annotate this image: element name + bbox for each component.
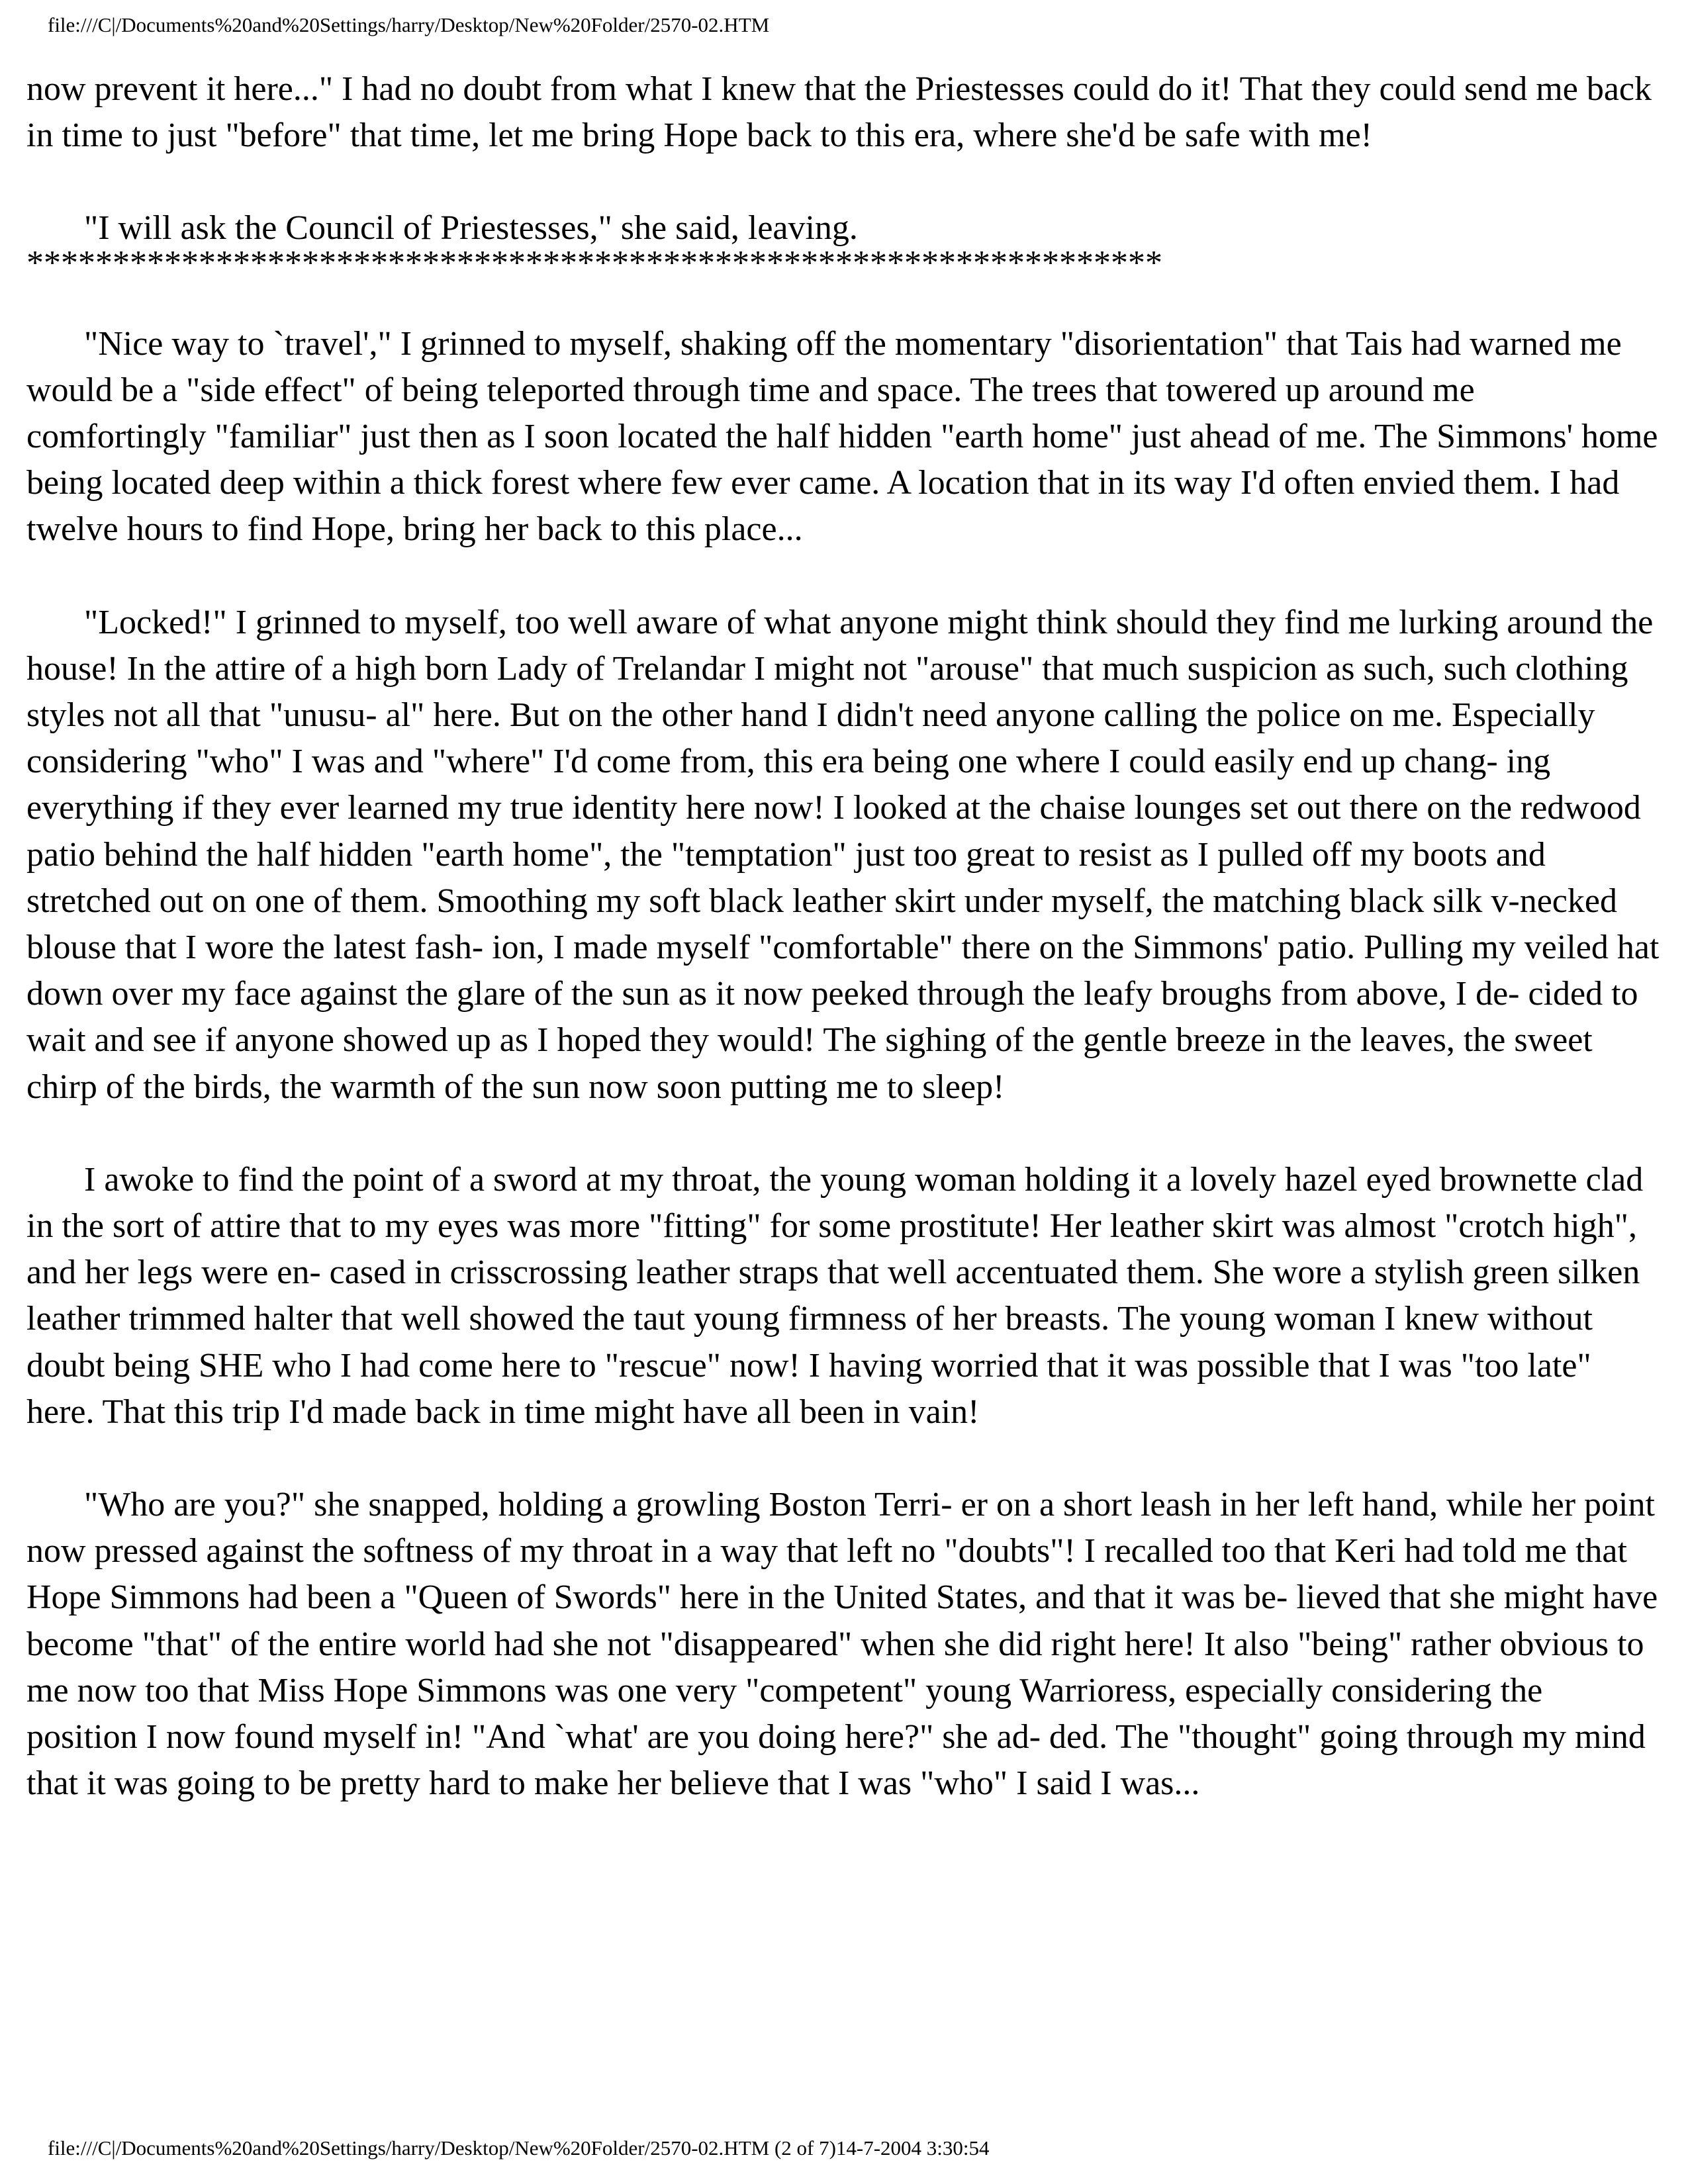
paragraph-gap bbox=[26, 1111, 1662, 1157]
paragraph-gap bbox=[26, 1435, 1662, 1482]
paragraph-2: "I will ask the Council of Priestesses," she said, leaving. bbox=[84, 209, 858, 248]
paragraph-gap bbox=[26, 553, 1662, 600]
paragraph-4: "Locked!" I grinned to myself, too well aware of what anyone might think should they find me lurking around the house! In the attire of a high born Lady of Trelandar I might not "arouse" that much suspicion as such, such clothing styles not all that "unusu- al" here. But on the other hand I didn't need anyone calling the police on me. Especially considering "who" I was and "where" I'd come from, this era being one where I could easily end up chang- ing everything if they ever learned my true identity here now! I looked at the chaise lounges set out there on the redwood patio behind the half hidden "earth home", the "temptation" just too great to resist as I pulled off my boots and stretched out on one of them. Smoothing my soft black leather skirt under myself, the matching black silk v-necked blouse that I wore the latest fash- ion, I made myself "comfortable" there on the Simmons' patio. Pulling my veiled hat down over my face against the glare of the sun as it now peeked through the leafy broughs from above, I de- cided to wait and see if anyone showed up as I hoped they would! The sighing of the gentle breeze in the leaves, the sweet chirp of the birds, the warmth of the sun now soon putting me to sleep! bbox=[26, 603, 1660, 1106]
paragraph-6: "Who are you?" she snapped, holding a growling Boston Terri- er on a short leash in her left hand, while her point now pressed against the softness of my throat in a way that left no "doubts"! I recalled too that Keri had told me that Hope Simmons had been a "Queen of Swords" here in the United States, and that it was be- lieved that she might have become "that" of the entire world had she not "disappeared" when she did right here! It also "being" rather obvious to me now too that Miss Hope Simmons was one very "competent" young Warrioress, especially considering the position I now found myself in! "And `what' are you doing here?" she ad- ded. The "thought" going through my mind that it was going to be pretty hard to make her believe that I was "who" I said I was... bbox=[26, 1486, 1658, 1803]
paragraph-5: I awoke to find the point of a sword at my throat, the young woman holding it a lovely hazel eyed brownette clad in the sort of attire that to my eyes was more "fitting" for some prostitute! Her leather skirt was almost "crotch high", and her legs were en- cased in crisscrossing leather straps that well accentuated them. She wore a stylish green silken leather trimmed halter that well showed the taut young firmness of her breasts. The young woman I knew without doubt being SHE who I had come here to "rescue" now! I having worried that it was possible that I was "too late" here. That this trip I'd made back in time might have all been in vain! bbox=[26, 1160, 1644, 1431]
paragraph-1: now prevent it here..." I had no doubt from what I knew that the Priestesses could do it! That they could send me back in time to just "before" that time, let me bring Hope back to this era, where she'd be safe with me! bbox=[26, 70, 1652, 155]
section-separator: ****************************************************************** bbox=[26, 244, 1162, 282]
paragraph-3: "Nice way to `travel'," I grinned to myself, shaking off the momentary "disorientation" that Tais had warned me would be a "side effect" of being teleported through time and space. The trees that towered up around me comfortingly "familiar" just then as I soon located the half hidden "earth home" just ahead of me. The Simmons' home being located deep within a thick forest where few ever came. A location that in its way I'd often envied them. I had twelve hours to find Hope, bring her back to this place... bbox=[26, 324, 1658, 549]
document-body bbox=[26, 66, 1662, 1807]
paragraph-gap bbox=[26, 159, 1662, 205]
page-footer-url: file:///C|/Documents%20and%20Settings/harry/Desktop/New%20Folder/2570-02.HTM (2 of 7)14-7-2004 3:30:54 bbox=[48, 2136, 990, 2160]
page-header-url: file:///C|/Documents%20and%20Settings/harry/Desktop/New%20Folder/2570-02.HTM bbox=[48, 13, 770, 36]
